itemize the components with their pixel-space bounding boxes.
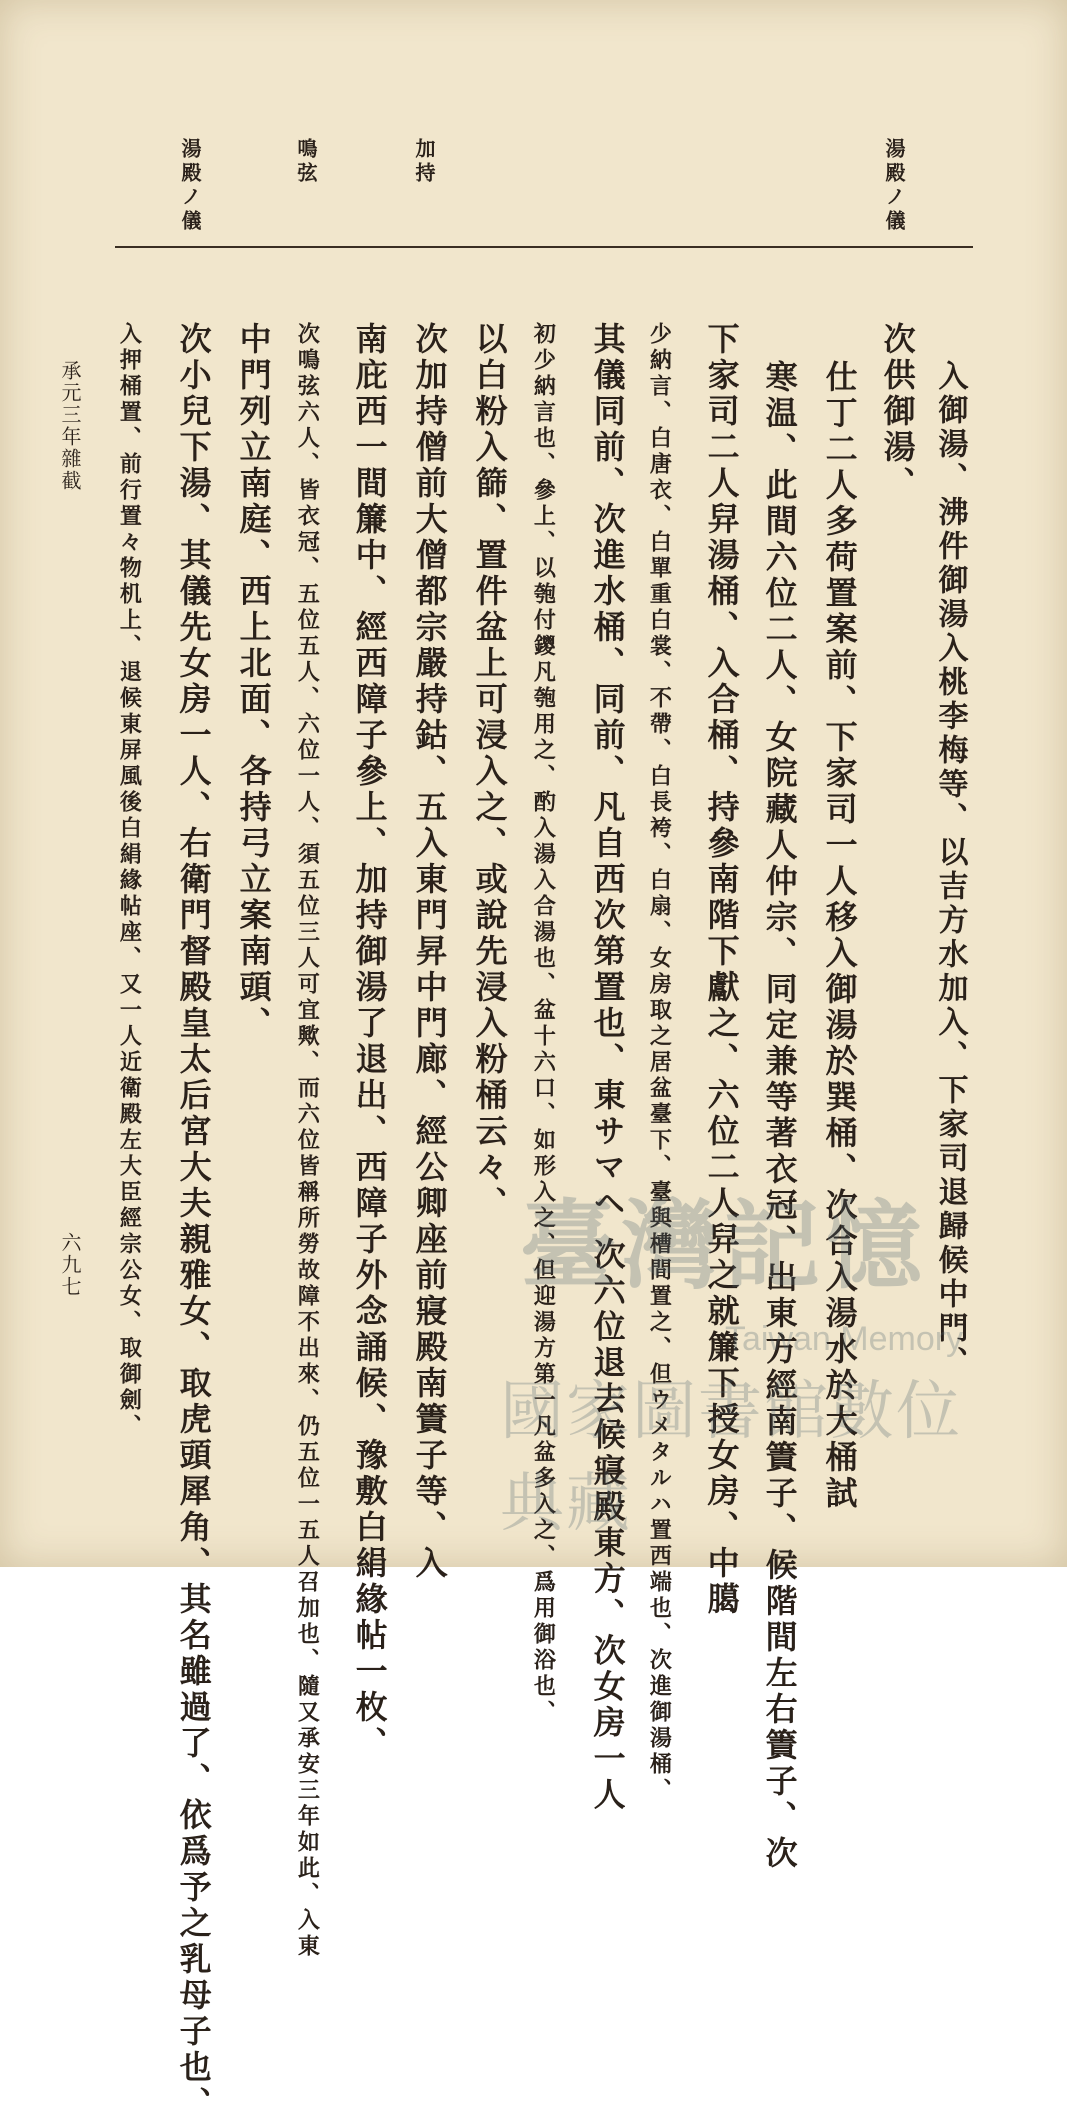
text-column-8: 初少納言也、參上、以匏付鑁凡匏用之、酌入湯入合湯也、盆十六口、如形入之、但迎湯方第一凡盆多入之、爲用御浴也、	[530, 322, 557, 1726]
header-item-yudono: 湯殿ノ儀	[178, 138, 202, 234]
watermark-title: 臺灣記憶	[520, 1189, 928, 1302]
text-column-4: 寒温、此間六位二人、女院藏人仲宗、同定兼等著衣冠、出東方經南簀子、候階間左右簀子、次	[760, 360, 799, 1872]
header-item-meigen: 鳴弦	[294, 138, 318, 186]
text-column-10: 次加持僧前大僧都宗嚴持鈷、五入東門昇中門廊、經公卿座前寢殿南簀子等、入	[410, 322, 449, 1582]
text-column-13: 中門列立南庭、西上北面、各持弓立案南頭、	[234, 322, 273, 1042]
header-rule	[115, 246, 973, 248]
source-title: 承元三年雜截	[58, 360, 82, 492]
watermark-subtitle: Taiwan Memory	[725, 1320, 964, 1358]
page-number: 六九七	[58, 1232, 82, 1298]
text-column-14: 次小兒下湯、其儀先女房一人、右衛門督殿皇太后宮大夫親雅女、取虎頭犀角、其名雖過了、依爲予之乳母子也、	[174, 322, 213, 2122]
text-column-6: 少納言、白唐衣、白單重白裳、不帶、白長袴、白扇、女房取之居盆臺下、臺與槽間置之、但ウメタルハ置西端也、次進御湯桶、	[646, 322, 673, 1804]
text-column-11: 南庇西一間簾中、經西障子參上、加持御湯了退出、西障子外念誦候、豫敷白絹緣帖一枚、	[350, 322, 389, 1762]
text-column-7: 其儀同前、次進水桶、同前、凡自西次第置也、東サマヘ 次六位退去候寢殿東方、次女房一人	[588, 322, 627, 1814]
watermark-org: 國家圖書館數位典藏	[500, 1375, 962, 1541]
text-column-5: 下家司二人舁湯桶、入合桶、持參南階下獻之、六位二人舁之就簾下授女房、中臈	[702, 322, 741, 1618]
text-column-1: 入御湯、沸件御湯入桃李梅等、以吉方水加入、下家司退歸候中門、	[932, 360, 968, 1380]
text-column-9: 以白粉入篩、置件盆上可浸入之、或說先浸入粉桶云々、	[470, 322, 509, 1222]
text-column-3: 仕丁二人多荷置案前、下家司一人移入御湯於巽桶、次合入湯水於大桶試	[820, 360, 859, 1512]
header-item-kaji: 加持	[412, 138, 436, 186]
library-watermark	[500, 1170, 1020, 1541]
text-column-12: 次鳴弦六人、皆衣冠、五位五人、六位一人、須五位三人可宜歟、而六位皆稱所勞故障不出來、仍五位一五人召加也、隨又承安三年如此、入東	[294, 322, 321, 1960]
text-column-15: 入押桶置、前行置々物机上、退候東屏風後白絹緣帖座、又一人近衛殿左大臣經宗公女、取御劍、	[116, 322, 143, 1440]
text-column-2: 次供御湯、	[878, 322, 917, 502]
running-title: 湯殿ノ儀	[882, 138, 906, 234]
